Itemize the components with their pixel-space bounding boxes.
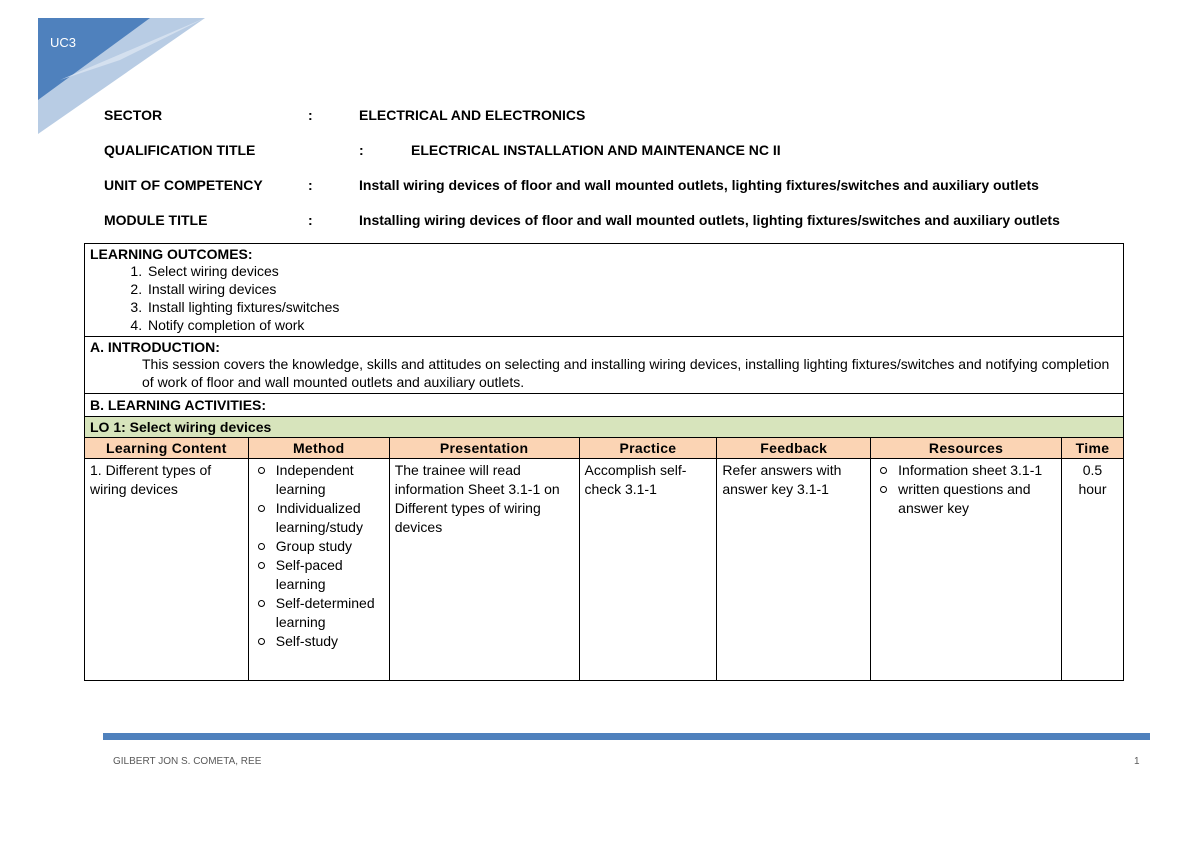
presentation-cell: The trainee will read information Sheet 3.1-1 on Different types of wiring devices bbox=[389, 459, 579, 681]
bullet-icon bbox=[258, 543, 265, 550]
method-text: Self-study bbox=[275, 633, 339, 649]
bullet-icon bbox=[258, 562, 265, 569]
bullet-icon bbox=[880, 486, 887, 493]
column-header: Practice bbox=[579, 438, 717, 459]
list-item bbox=[876, 480, 1056, 518]
outcome-item: 3. Install lighting fixtures/switches bbox=[146, 298, 1118, 316]
header-label: MODULE TITLE bbox=[104, 212, 208, 228]
introduction-row bbox=[85, 337, 1124, 394]
column-header: Learning Content bbox=[85, 438, 249, 459]
list-item bbox=[254, 594, 384, 632]
bullet-icon bbox=[258, 467, 265, 474]
page-number: 1 bbox=[1134, 756, 1140, 767]
footer-divider bbox=[103, 733, 1150, 740]
method-text: Self-paced learning bbox=[275, 557, 343, 592]
list-item bbox=[254, 499, 384, 537]
unit-code-label: UC3 bbox=[50, 35, 77, 50]
list-item bbox=[876, 461, 1056, 480]
resource-text: Information sheet 3.1-1 bbox=[898, 462, 1043, 478]
bullet-icon bbox=[880, 467, 887, 474]
header-value: ELECTRICAL INSTALLATION AND MAINTENANCE NC II bbox=[411, 142, 781, 158]
header-value: Install wiring devices of floor and wall mounted outlets, lighting fixtures/switches and auxiliary outlets bbox=[359, 177, 1039, 193]
column-header: Feedback bbox=[717, 438, 871, 459]
column-header: Time bbox=[1061, 438, 1123, 459]
footer-author: GILBERT JON S. COMETA, REE bbox=[113, 756, 262, 767]
outcome-item: 4. Notify completion of work bbox=[146, 316, 1118, 334]
header-label: QUALIFICATION TITLE bbox=[104, 142, 256, 158]
learning-content-cell: 1. Different types of wiring devices bbox=[85, 459, 249, 681]
list-item bbox=[254, 632, 384, 651]
lo-title: LO 1: Select wiring devices bbox=[85, 417, 1124, 438]
header-label: SECTOR bbox=[104, 107, 163, 123]
method-text: Independent learning bbox=[275, 462, 354, 497]
header-colon: : bbox=[308, 107, 313, 123]
outcome-item: 2. Install wiring devices bbox=[146, 280, 1118, 298]
time-cell: 0.5 hour bbox=[1061, 459, 1123, 681]
method-cell bbox=[248, 459, 389, 681]
resources-cell bbox=[871, 459, 1062, 681]
method-text: Group study bbox=[275, 538, 353, 554]
outcomes-title: LEARNING OUTCOMES: bbox=[90, 246, 253, 262]
feedback-cell: Refer answers with answer key 3.1-1 bbox=[717, 459, 871, 681]
header-colon: : bbox=[359, 142, 364, 158]
list-item bbox=[254, 461, 384, 499]
bullet-icon bbox=[258, 600, 265, 607]
session-plan-table bbox=[84, 243, 1124, 681]
method-text: Individualized learning/study bbox=[275, 500, 363, 535]
introduction-text: This session covers the knowledge, skills and attitudes on selecting and installing wiring devices, installing lighting fixtures/switches and notifying completion of work of floor and wall mounted outlets and auxiliary outlets. bbox=[142, 356, 1110, 390]
activities-row bbox=[85, 394, 1124, 417]
column-header: Presentation bbox=[389, 438, 579, 459]
header-colon: : bbox=[308, 212, 313, 228]
resource-text: written questions and answer key bbox=[898, 481, 1031, 516]
practice-cell: Accomplish self-check 3.1-1 bbox=[579, 459, 717, 681]
table-header-row bbox=[85, 438, 1124, 459]
method-text: Self-determined learning bbox=[275, 595, 375, 630]
header-value: Installing wiring devices of floor and wall mounted outlets, lighting fixtures/switches and auxiliary outlets bbox=[359, 212, 1060, 228]
introduction-title: A. INTRODUCTION: bbox=[90, 339, 220, 355]
outcome-item: 1. Select wiring devices bbox=[146, 262, 1118, 280]
column-header: Method bbox=[248, 438, 389, 459]
resources-list bbox=[876, 461, 1056, 518]
activities-title: B. LEARNING ACTIVITIES: bbox=[85, 394, 1124, 417]
bullet-icon bbox=[258, 505, 265, 512]
list-item bbox=[254, 556, 384, 594]
outcomes-list bbox=[90, 262, 1118, 334]
method-list bbox=[254, 461, 384, 651]
list-item bbox=[254, 537, 384, 556]
column-header: Resources bbox=[871, 438, 1062, 459]
header-value: ELECTRICAL AND ELECTRONICS bbox=[359, 107, 586, 123]
table-row bbox=[85, 459, 1124, 681]
header-label: UNIT OF COMPETENCY bbox=[104, 177, 263, 193]
lo-row bbox=[85, 417, 1124, 438]
header-colon: : bbox=[308, 177, 313, 193]
outcomes-row bbox=[85, 244, 1124, 337]
bullet-icon bbox=[258, 638, 265, 645]
